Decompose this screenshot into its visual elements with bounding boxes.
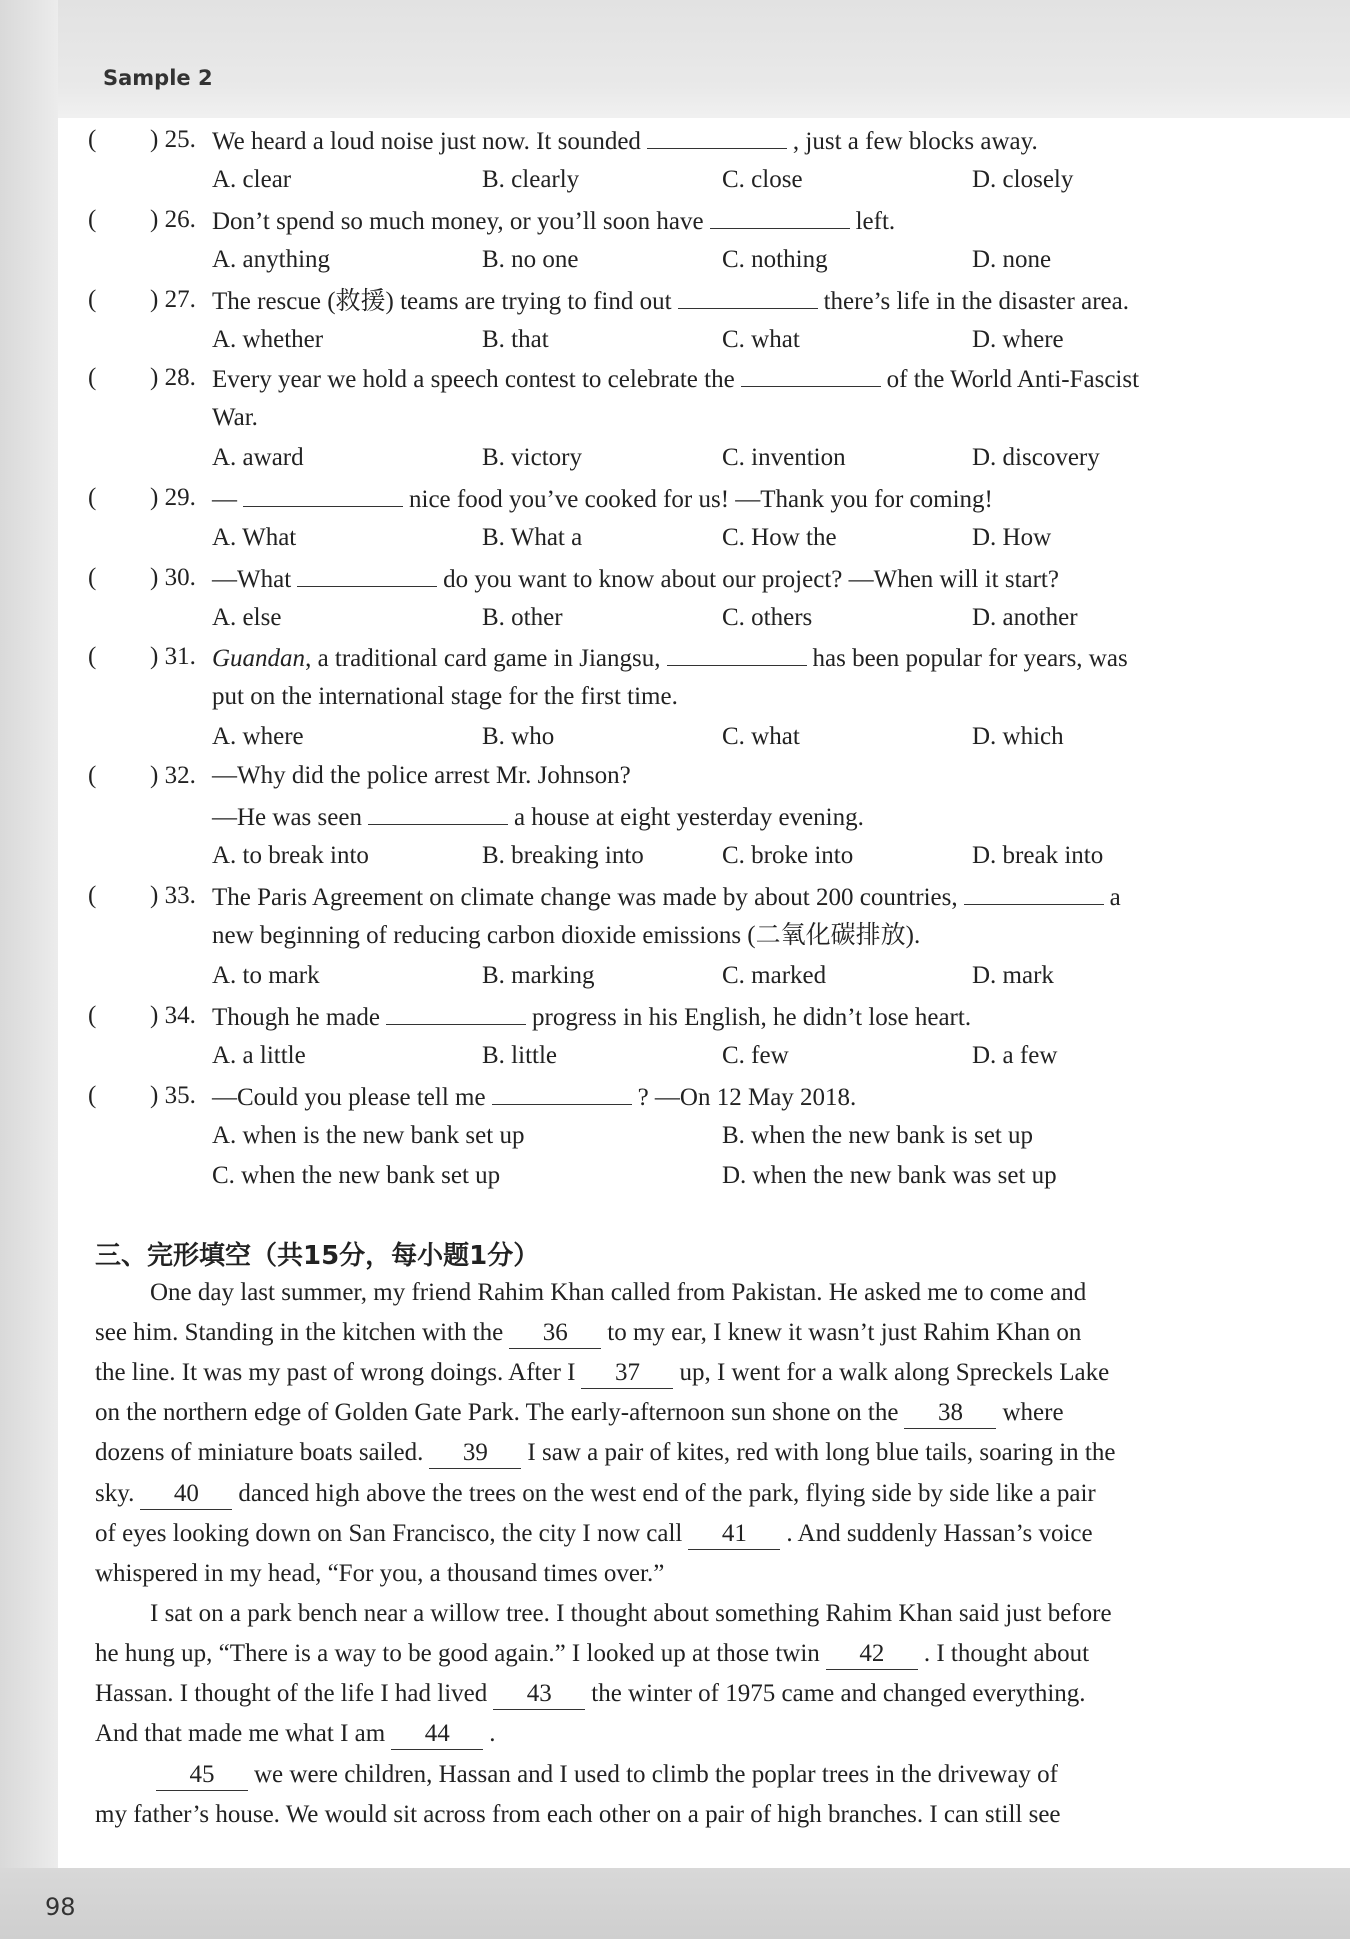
question-text-part: —Why did the police arrest Mr. Johnson? (212, 762, 631, 789)
passage-text: Hassan. I thought of the life I had lived (95, 1680, 488, 1707)
passage-line (95, 1795, 1235, 1835)
question-number: ) 30. (150, 564, 196, 591)
passage-text: . And suddenly Hassan’s voice (786, 1520, 1093, 1547)
question-number: ) 28. (150, 364, 196, 391)
answer-option: B. clearly (482, 166, 580, 193)
answer-option: D. discovery (972, 444, 1100, 471)
question-continuation: War. (212, 404, 258, 431)
question-text-part: —Could you please tell me (212, 1084, 486, 1111)
passage-text: danced high above the trees on the west end of the park, flying side by side like a pair (238, 1480, 1096, 1507)
answer-option: A. anything (212, 246, 331, 273)
question-number: ) 32. (150, 762, 196, 789)
question-text-part: Don’t spend so much money, or you’ll soon have (212, 208, 704, 235)
passage-line (95, 1514, 1235, 1554)
answer-option: A. to break into (212, 842, 369, 869)
question-row (0, 1076, 1350, 1116)
answer-option: B. breaking into (482, 842, 644, 869)
question-text-part: ? —On 12 May 2018. (637, 1084, 857, 1111)
cloze-blank-40: 40 (140, 1479, 232, 1510)
question-number: ) 33. (150, 882, 196, 909)
passage-line (95, 1433, 1235, 1473)
question-text-part: has been popular for years, was (812, 645, 1128, 672)
passage-text: I saw a pair of kites, red with long blue tails, soaring in the (527, 1439, 1116, 1466)
question-text (212, 756, 631, 796)
answer-option: B. marking (482, 962, 595, 989)
passage-text: see him. Standing in the kitchen with the (95, 1319, 504, 1346)
answer-option: D. a few (972, 1042, 1058, 1069)
cloze-blank-37: 37 (581, 1358, 673, 1389)
answer-option: A. a little (212, 1042, 306, 1069)
answer-paren: ( (88, 206, 97, 233)
answer-option: B. What a (482, 524, 583, 551)
question-text-part: , just a few blocks away. (792, 128, 1038, 155)
passage-line (95, 1313, 1235, 1353)
question-text-part: there’s life in the disaster area. (823, 288, 1129, 315)
answer-blank (297, 558, 437, 587)
question-text (212, 876, 1121, 918)
answer-blank (741, 358, 881, 387)
answer-option: A. to mark (212, 962, 320, 989)
answer-blank (678, 280, 818, 309)
answer-blank (667, 637, 807, 666)
answer-option: B. victory (482, 444, 582, 471)
answer-option: B. that (482, 326, 549, 353)
cloze-blank-44: 44 (391, 1719, 483, 1750)
question-text-part: of the World Anti-Fascist (886, 366, 1140, 393)
passage-text: sky. (95, 1480, 135, 1507)
question-text-part: —What (212, 566, 292, 593)
passage-text: up, I went for a walk along Spreckels Lake (679, 1359, 1110, 1386)
answer-option: A. clear (212, 166, 292, 193)
answer-option: B. when the new bank is set up (722, 1122, 1034, 1149)
answer-option: D. where (972, 326, 1064, 353)
answer-option: D. break into (972, 842, 1104, 869)
question-number: ) 31. (150, 643, 196, 670)
question-row (0, 876, 1350, 916)
question-number: ) 27. (150, 286, 196, 313)
question-text-part: The rescue (救援) teams are trying to find out (212, 288, 672, 315)
answer-option: D. which (972, 723, 1064, 750)
question-row (0, 120, 1350, 160)
question-text (212, 120, 1038, 162)
page-number: 98 (45, 1893, 76, 1921)
passage-line (95, 1393, 1235, 1433)
question-text-part: — (212, 486, 237, 513)
passage-line (150, 1594, 1290, 1634)
passage-text: the line. It was my past of wrong doings. After I (95, 1359, 576, 1386)
answer-blank (243, 478, 403, 507)
passage-line (150, 1755, 1290, 1795)
passage-line (95, 1474, 1235, 1514)
question-text-part: , a traditional card game in Jiangsu, (305, 645, 661, 672)
answer-option: D. none (972, 246, 1052, 273)
answer-option: A. What (212, 524, 297, 551)
passage-text: And that made me what I am (95, 1720, 386, 1747)
answer-option: B. other (482, 604, 563, 631)
question-text-part: do you want to know about our project? —When will it start? (443, 566, 1059, 593)
answer-blank (368, 796, 508, 825)
question-continuation: new beginning of reducing carbon dioxide emissions (二氧化碳排放). (212, 922, 921, 949)
question-text (212, 558, 1059, 600)
answer-paren: ( (88, 564, 97, 591)
answer-paren: ( (88, 1002, 97, 1029)
passage-line (95, 1634, 1235, 1674)
question-text-part: a house at eight yesterday evening. (513, 804, 864, 831)
answer-blank (386, 996, 526, 1025)
passage-text: dozens of miniature boats sailed. (95, 1439, 424, 1466)
answer-option: D. How (972, 524, 1052, 551)
answer-blank (492, 1076, 632, 1105)
question-row (0, 637, 1350, 677)
passage-text: on the northern edge of Golden Gate Park. The early-afternoon sun shone on the (95, 1399, 899, 1426)
answer-option: C. what (722, 723, 800, 750)
answer-option: C. How the (722, 524, 837, 551)
passage-text: to my ear, I knew it wasn’t just Rahim Khan on (607, 1319, 1082, 1346)
question-row (0, 280, 1350, 320)
passage-text: I sat on a park bench near a willow tree. I thought about something Rahim Khan said just before (150, 1600, 1112, 1627)
question-text (212, 200, 895, 242)
answer-option: C. what (722, 326, 800, 353)
answer-option: C. when the new bank set up (212, 1162, 501, 1189)
answer-option: C. others (722, 604, 813, 631)
question-text-part: left. (855, 208, 896, 235)
question-number: ) 34. (150, 1002, 196, 1029)
question-text (212, 637, 1128, 679)
section-heading: 三、完形填空（共15分，每小题1分） (95, 1241, 540, 1271)
answer-paren: ( (88, 126, 97, 153)
answer-option: A. whether (212, 326, 324, 353)
passage-text: we were children, Hassan and I used to climb the poplar trees in the driveway of (254, 1761, 1058, 1788)
answer-blank (647, 120, 787, 149)
cloze-blank-38: 38 (904, 1398, 996, 1429)
answer-option: B. who (482, 723, 555, 750)
answer-option: C. invention (722, 444, 846, 471)
question-italic-term: Guandan (212, 645, 306, 672)
question-row (0, 996, 1350, 1036)
question-row (0, 558, 1350, 598)
answer-option: B. little (482, 1042, 557, 1069)
question-row (0, 358, 1350, 398)
answer-option: D. closely (972, 166, 1074, 193)
question-text-part: —He was seen (212, 804, 362, 831)
passage-line (95, 1353, 1235, 1393)
answer-paren: ( (88, 762, 97, 789)
answer-option: A. award (212, 444, 304, 471)
answer-option: D. mark (972, 962, 1054, 989)
passage-text: whispered in my head, “For you, a thousand times over.” (95, 1560, 665, 1587)
answer-blank (710, 200, 850, 229)
answer-option: B. no one (482, 246, 579, 273)
passage-text: my father’s house. We would sit across from each other on a pair of high branches. I can still see (95, 1801, 1061, 1828)
question-text-part: The Paris Agreement on climate change was made by about 200 countries, (212, 884, 958, 911)
question-text-part: progress in his English, he didn’t lose heart. (532, 1004, 972, 1031)
question-number: ) 26. (150, 206, 196, 233)
question-continuation (212, 796, 864, 836)
question-row (0, 756, 1350, 796)
page-footer-band (0, 1868, 1350, 1939)
question-text-part: Though he made (212, 1004, 381, 1031)
passage-line (95, 1674, 1235, 1714)
answer-option: C. close (722, 166, 803, 193)
answer-paren: ( (88, 882, 97, 909)
answer-option: D. another (972, 604, 1078, 631)
passage-text: the winter of 1975 came and changed everything. (591, 1680, 1086, 1707)
question-text (212, 358, 1139, 400)
passage-text: of eyes looking down on San Francisco, the city I now call (95, 1520, 683, 1547)
question-number: ) 29. (150, 484, 196, 511)
question-text-part: nice food you’ve cooked for us! —Thank you for coming! (409, 486, 993, 513)
cloze-blank-43: 43 (493, 1679, 585, 1710)
answer-option: C. marked (722, 962, 827, 989)
question-continuation: put on the international stage for the first time. (212, 683, 678, 710)
answer-option: A. else (212, 604, 282, 631)
passage-text: he hung up, “There is a way to be good again.” I looked up at those twin (95, 1640, 820, 1667)
cloze-blank-45: 45 (156, 1760, 248, 1791)
answer-option: A. when is the new bank set up (212, 1122, 525, 1149)
page-header-band (0, 0, 1350, 125)
answer-option: C. nothing (722, 246, 828, 273)
page-label: Sample 2 (103, 66, 213, 90)
passage-line (95, 1714, 1235, 1754)
answer-option: C. broke into (722, 842, 854, 869)
answer-option: C. few (722, 1042, 789, 1069)
passage-line (150, 1273, 1290, 1313)
passage-text: . (489, 1720, 496, 1747)
passage-text: One day last summer, my friend Rahim Khan called from Pakistan. He asked me to come and (150, 1279, 1087, 1306)
question-text-part: We heard a loud noise just now. It sounded (212, 128, 641, 155)
cloze-blank-42: 42 (826, 1639, 918, 1670)
question-text-part: Every year we hold a speech contest to celebrate the (212, 366, 735, 393)
answer-option: D. when the new bank was set up (722, 1162, 1057, 1189)
answer-paren: ( (88, 643, 97, 670)
question-number: ) 25. (150, 126, 196, 153)
passage-line (95, 1554, 1235, 1594)
question-text-part: a (1109, 884, 1121, 911)
answer-paren: ( (88, 484, 97, 511)
passage-text: where (1002, 1399, 1064, 1426)
answer-option: A. where (212, 723, 304, 750)
answer-paren: ( (88, 364, 97, 391)
cloze-blank-39: 39 (429, 1438, 521, 1469)
question-text (212, 280, 1129, 322)
question-row (0, 200, 1350, 240)
cloze-blank-36: 36 (509, 1318, 601, 1349)
answer-paren: ( (88, 286, 97, 313)
passage-text: . I thought about (923, 1640, 1090, 1667)
question-number: ) 35. (150, 1082, 196, 1109)
question-text (212, 996, 971, 1038)
question-text (212, 478, 993, 520)
cloze-blank-41: 41 (688, 1519, 780, 1550)
question-row (0, 478, 1350, 518)
question-text (212, 1076, 856, 1118)
answer-paren: ( (88, 1082, 97, 1109)
answer-blank (964, 876, 1104, 905)
